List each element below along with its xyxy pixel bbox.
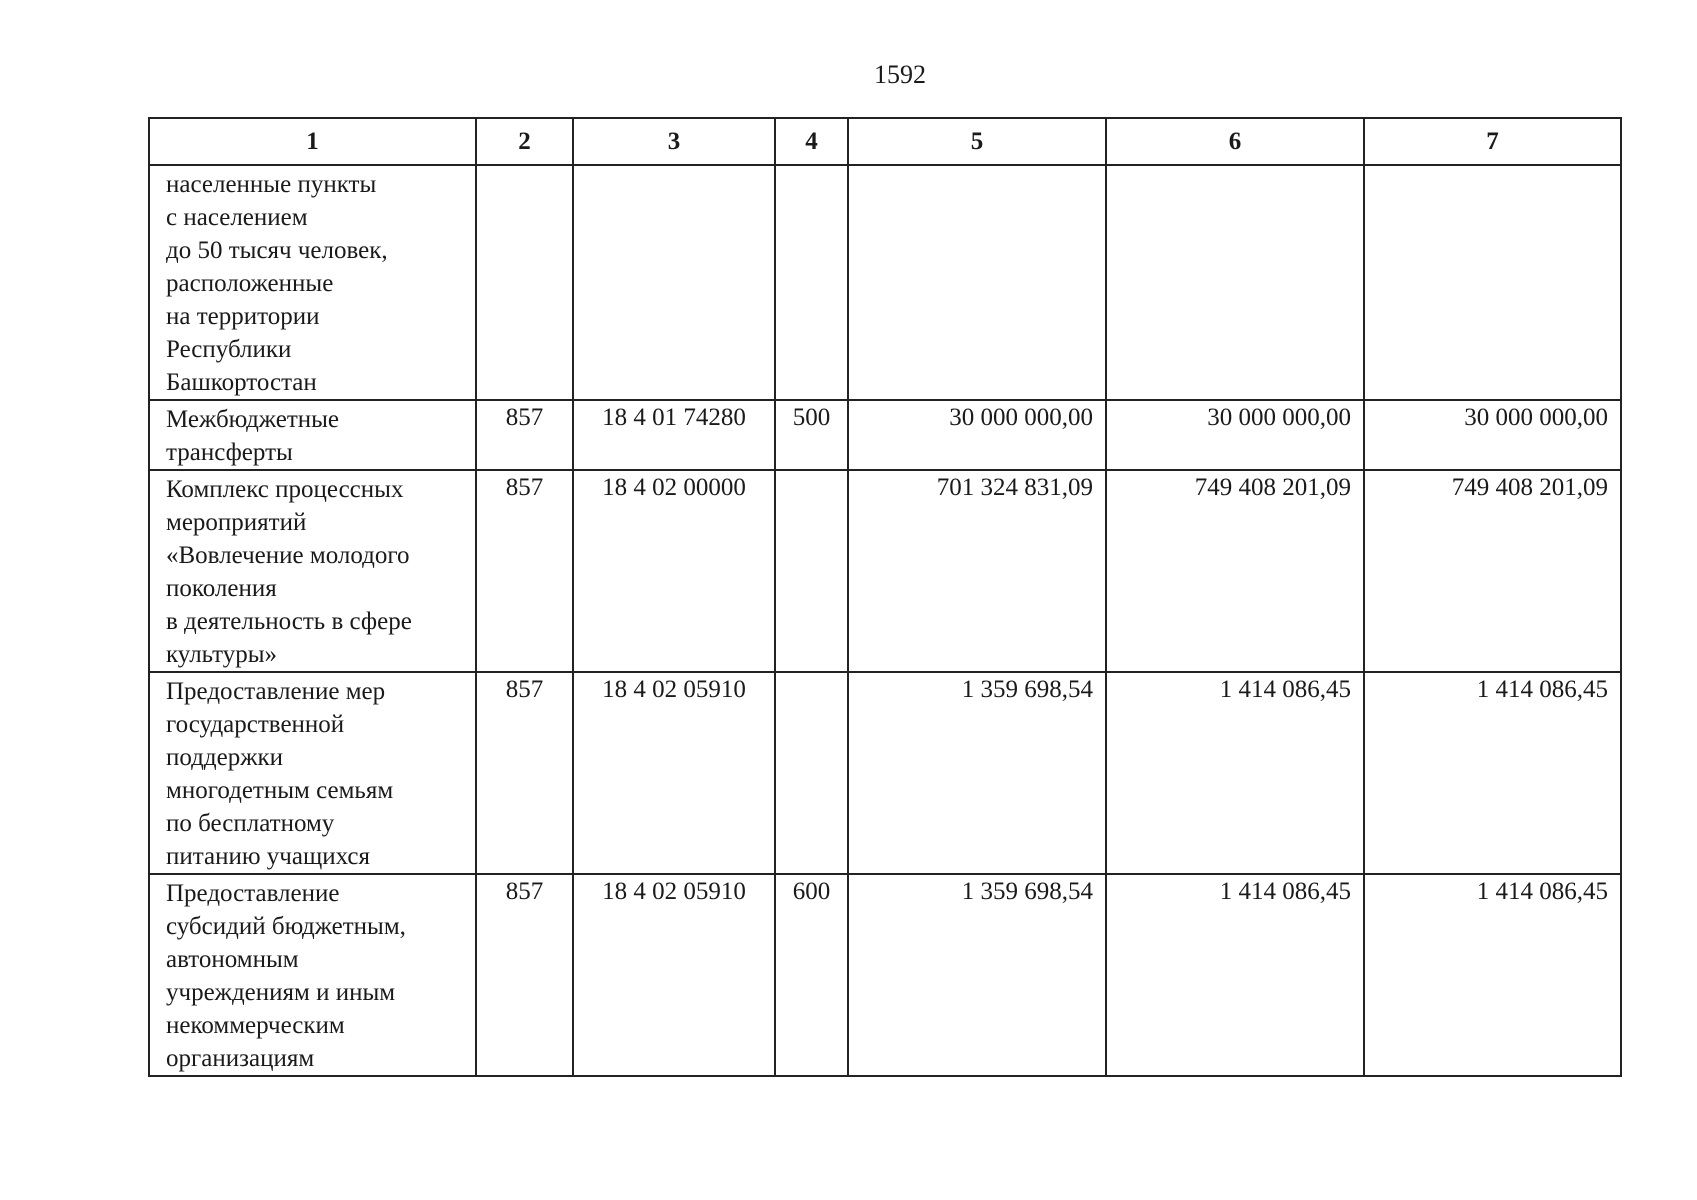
table-row <box>149 470 1621 672</box>
amount-cell-3 <box>1364 165 1621 400</box>
table-row <box>149 874 1621 1076</box>
name-line: Республики <box>166 336 292 363</box>
name-line: до 50 тысяч человек, <box>166 237 388 264</box>
name-line: Комплекс процессных <box>166 476 404 503</box>
amount-cell-1: 1 359 698,54 <box>848 874 1106 1076</box>
row-name-cell <box>149 672 476 874</box>
expense-type-cell <box>775 672 848 874</box>
amount-cell-1: 30 000 000,00 <box>848 400 1106 470</box>
amount-cell-3: 749 408 201,09 <box>1364 470 1621 672</box>
expense-type-cell <box>775 165 848 400</box>
target-article-cell: 18 4 01 74280 <box>573 400 775 470</box>
name-line: трансферты <box>166 439 293 466</box>
row-name-cell <box>149 165 476 400</box>
column-header-5: 5 <box>848 118 1106 165</box>
target-article-cell: 18 4 02 00000 <box>573 470 775 672</box>
target-article-cell <box>573 165 775 400</box>
name-line: в деятельность в сфере <box>166 608 412 635</box>
column-header-1: 1 <box>149 118 476 165</box>
amount-cell-3: 1 414 086,45 <box>1364 874 1621 1076</box>
amount-cell-2: 749 408 201,09 <box>1106 470 1364 672</box>
name-line: некоммерческим <box>166 1012 345 1039</box>
name-line: «Вовлечение молодого <box>166 542 410 569</box>
name-line: Межбюджетные <box>166 406 340 433</box>
name-line: населенные пункты <box>166 171 377 198</box>
row-name-cell <box>149 874 476 1076</box>
amount-cell-3: 1 414 086,45 <box>1364 672 1621 874</box>
name-line: с населением <box>166 204 308 231</box>
amount-cell-2: 30 000 000,00 <box>1106 400 1364 470</box>
expense-type-cell: 600 <box>775 874 848 1076</box>
name-line: автономным <box>166 946 299 973</box>
amount-cell-2 <box>1106 165 1364 400</box>
name-line: государственной <box>166 711 345 738</box>
page-number: 1592 <box>874 60 926 89</box>
name-line: Предоставление мер <box>166 678 386 705</box>
ministry-cell: 857 <box>476 400 573 470</box>
ministry-cell: 857 <box>476 470 573 672</box>
column-header-7: 7 <box>1364 118 1621 165</box>
ministry-cell <box>476 165 573 400</box>
amount-cell-2: 1 414 086,45 <box>1106 672 1364 874</box>
column-header-6: 6 <box>1106 118 1364 165</box>
column-header-3: 3 <box>573 118 775 165</box>
target-article-cell: 18 4 02 05910 <box>573 874 775 1076</box>
column-header-4: 4 <box>775 118 848 165</box>
name-line: поколения <box>166 575 277 602</box>
name-line: расположенные <box>166 270 334 297</box>
name-line: поддержки <box>166 744 283 771</box>
expense-type-cell <box>775 470 848 672</box>
name-line: по бесплатному <box>166 810 335 837</box>
name-line: мероприятий <box>166 509 307 536</box>
table-row <box>149 165 1621 400</box>
amount-cell-1: 1 359 698,54 <box>848 672 1106 874</box>
table-row <box>149 400 1621 470</box>
amount-cell-1 <box>848 165 1106 400</box>
budget-table <box>148 117 1622 1077</box>
amount-cell-1: 701 324 831,09 <box>848 470 1106 672</box>
header-row <box>149 118 1621 165</box>
table-row <box>149 672 1621 874</box>
column-header-2: 2 <box>476 118 573 165</box>
amount-cell-2: 1 414 086,45 <box>1106 874 1364 1076</box>
row-name-cell <box>149 470 476 672</box>
name-line: питанию учащихся <box>166 843 370 870</box>
amount-cell-3: 30 000 000,00 <box>1364 400 1621 470</box>
ministry-cell: 857 <box>476 672 573 874</box>
target-article-cell: 18 4 02 05910 <box>573 672 775 874</box>
ministry-cell: 857 <box>476 874 573 1076</box>
expense-type-cell: 500 <box>775 400 848 470</box>
name-line: учреждениям и иным <box>166 979 396 1006</box>
name-line: субсидий бюджетным, <box>166 913 406 940</box>
name-line: культуры» <box>166 641 278 668</box>
name-line: на территории <box>166 303 320 330</box>
name-line: многодетным семьям <box>166 777 394 804</box>
name-line: организациям <box>166 1045 315 1072</box>
row-name-cell <box>149 400 476 470</box>
name-line: Предоставление <box>166 880 340 907</box>
name-line: Башкортостан <box>166 369 317 396</box>
